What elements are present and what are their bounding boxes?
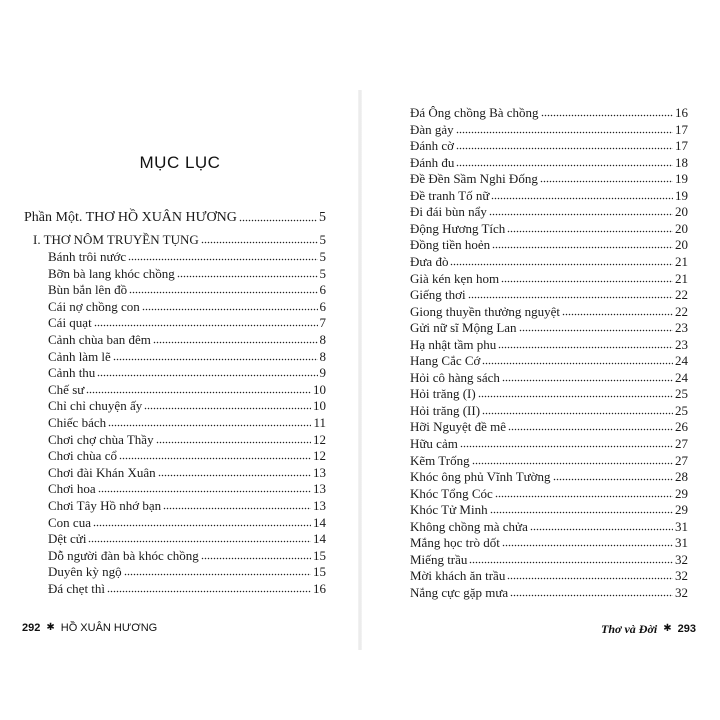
- entry-title: Đi đái bùn nẩy: [410, 204, 487, 219]
- toc-entry: [410, 418, 688, 435]
- dot-leader: [460, 445, 673, 448]
- dot-leader: [97, 374, 317, 377]
- dot-leader: [553, 478, 673, 481]
- entry-title: Đàn gảy: [410, 122, 454, 137]
- entry-title: Động Hương Tích: [410, 221, 506, 236]
- dot-leader: [113, 358, 318, 361]
- toc-entry: [410, 468, 688, 485]
- entry-page-number: 11: [313, 415, 326, 430]
- dot-leader: [510, 594, 673, 597]
- entry-title: Hỏi trăng (I): [410, 386, 476, 401]
- entry-page-number: 5: [319, 249, 326, 264]
- entry-page-number: 29: [675, 502, 688, 517]
- toc-entry: [410, 137, 688, 154]
- toc-entry: [410, 220, 688, 237]
- entry-page-number: 8: [319, 349, 326, 364]
- entry-page-number: 28: [675, 469, 688, 484]
- toc-entry: [410, 518, 688, 535]
- entry-title: Khóc Tổng Cóc: [410, 486, 493, 501]
- toc-entry: [410, 551, 688, 568]
- entry-title: Khóc Tử Minh: [410, 502, 488, 517]
- dot-leader: [201, 241, 318, 244]
- toc-entry: [48, 397, 326, 414]
- dot-leader: [129, 291, 317, 294]
- entry-title: Đồng tiền hoẻn: [410, 237, 491, 252]
- dot-leader: [468, 296, 673, 299]
- entry-title: Không chồng mà chửa: [410, 519, 528, 534]
- entry-title: Dỗ người đàn bà khóc chồng: [48, 548, 199, 563]
- entry-title: Bùn bắn lên đồ: [48, 282, 128, 297]
- entry-page-number: 20: [675, 237, 688, 252]
- entry-page-number: 14: [313, 531, 326, 546]
- toc-entry: [410, 435, 688, 452]
- toc-entry: [410, 286, 688, 303]
- dot-leader: [450, 263, 673, 266]
- entry-title: Chiếc bách: [48, 415, 107, 430]
- entry-title: Hỏi cô hàng sách: [410, 370, 500, 385]
- entry-page-number: 13: [313, 465, 326, 480]
- entry-title: Dệt cửi: [48, 531, 87, 546]
- page-title: MỤC LỤC: [139, 153, 221, 172]
- toc-entry: [410, 187, 688, 204]
- entry-title: Chơi hoa: [48, 481, 96, 496]
- entry-title: Hữu cảm: [410, 436, 458, 451]
- dot-leader: [491, 197, 673, 200]
- entry-page-number: 12: [313, 448, 326, 463]
- dot-leader: [498, 346, 673, 349]
- entry-title: Đưa đò: [410, 254, 449, 269]
- toc-entry: [48, 381, 326, 398]
- entry-title: Chơi Tây Hồ nhớ bạn: [48, 498, 162, 513]
- entry-title: Đá Ông chồng Bà chồng: [410, 105, 539, 120]
- part-label: Phần Một. THƠ HỒ XUÂN HƯƠNG: [24, 210, 237, 225]
- toc-entry: [48, 514, 326, 531]
- toc-entry: [410, 385, 688, 402]
- entry-page-number: 21: [675, 271, 688, 286]
- toc-entry: [48, 331, 326, 348]
- entry-page-number: 24: [675, 353, 688, 368]
- entry-page-number: 25: [675, 386, 688, 401]
- entry-title: Đề tranh Tố nữ: [410, 188, 490, 203]
- dot-leader: [478, 395, 673, 398]
- page-number: 293: [677, 623, 696, 635]
- toc-entry: [48, 348, 326, 365]
- entry-title: Giếng thơi: [410, 287, 466, 302]
- entry-title: Đề Đền Sầm Nghi Đống: [410, 171, 538, 186]
- entry-title: Bỡn bà lang khóc chồng: [48, 266, 175, 281]
- dot-leader: [88, 540, 311, 543]
- toc-entry: [48, 464, 326, 481]
- entry-page-number: 27: [675, 436, 688, 451]
- entry-title: Chỉ chỉ chuyện ấy: [48, 398, 143, 413]
- dot-leader: [495, 495, 673, 498]
- toc-entry: [410, 203, 688, 220]
- dot-leader: [501, 280, 673, 283]
- entry-page-number: 26: [675, 419, 688, 434]
- entry-page-number: 23: [675, 337, 688, 352]
- dot-leader: [124, 573, 311, 576]
- toc-entry: [410, 485, 688, 502]
- toc-entry: [410, 336, 688, 353]
- toc-entry: [48, 547, 326, 564]
- entry-page-number: 18: [675, 155, 688, 170]
- entry-page-number: 6: [319, 282, 326, 297]
- entry-page-number: 9: [319, 365, 326, 380]
- entry-title: Khóc ông phủ Vĩnh Tường: [410, 469, 551, 484]
- running-title: HỒ XUÂN HƯƠNG: [60, 622, 158, 634]
- dot-leader: [177, 275, 318, 278]
- part-page-number: 5: [319, 210, 326, 225]
- toc-entry: [48, 414, 326, 431]
- entry-page-number: 31: [675, 519, 688, 534]
- dot-leader: [519, 329, 673, 332]
- entry-title: Mời khách ăn trầu: [410, 568, 506, 583]
- entry-page-number: 13: [313, 498, 326, 513]
- entry-title: Miếng trầu: [410, 552, 468, 567]
- star-icon: ✱: [663, 623, 672, 634]
- toc-entry: [410, 352, 688, 369]
- dot-leader: [469, 561, 673, 564]
- entry-title: Kẽm Trống: [410, 453, 470, 468]
- toc-entry: [410, 121, 688, 138]
- entry-title: Hang Cắc Cớ: [410, 353, 481, 368]
- entry-page-number: 16: [675, 105, 688, 120]
- entry-page-number: 23: [675, 320, 688, 335]
- toc-entry: [48, 281, 326, 298]
- dot-leader: [119, 457, 311, 460]
- entry-page-number: 10: [313, 398, 326, 413]
- toc-entry: [410, 319, 688, 336]
- toc-entry: [410, 501, 688, 518]
- dot-leader: [507, 577, 673, 580]
- dot-leader: [108, 424, 311, 427]
- series-title: Thơ và Đời: [601, 622, 658, 636]
- dot-leader: [153, 341, 318, 344]
- entry-title: Đánh đu: [410, 155, 455, 170]
- entry-title: Gửi nữ sĩ Mộng Lan: [410, 320, 517, 335]
- entry-title: Đá chẹt thì: [48, 581, 106, 596]
- dot-leader: [502, 379, 673, 382]
- dot-leader: [482, 412, 673, 415]
- entry-title: Đánh cờ: [410, 138, 455, 153]
- entry-page-number: 10: [313, 382, 326, 397]
- toc-entry: [410, 236, 688, 253]
- page-number: 292: [22, 622, 41, 634]
- dot-leader: [86, 391, 311, 394]
- entry-title: Chế sư: [48, 382, 85, 397]
- toc-entry: [410, 170, 688, 187]
- part-heading: [24, 209, 326, 226]
- section-page-number: 5: [319, 232, 326, 247]
- dot-leader: [489, 213, 673, 216]
- entry-page-number: 24: [675, 370, 688, 385]
- toc-entry: [48, 580, 326, 597]
- entry-page-number: 21: [675, 254, 688, 269]
- footer-left: [22, 620, 157, 636]
- dot-leader: [530, 528, 673, 531]
- entry-title: Chơi chợ chùa Thầy: [48, 432, 154, 447]
- entry-title: Chơi chùa cổ: [48, 448, 117, 463]
- entry-page-number: 32: [675, 585, 688, 600]
- dot-leader: [507, 230, 673, 233]
- toc-entry: [410, 270, 688, 287]
- toc-entry: [48, 314, 326, 331]
- entry-title: Hỏi trăng (II): [410, 403, 481, 418]
- entry-title: Hạ nhật tầm phu: [410, 337, 497, 352]
- dot-leader: [94, 324, 318, 327]
- dot-leader: [490, 511, 673, 514]
- footer-right: [601, 620, 696, 638]
- toc-entry: [410, 402, 688, 419]
- entry-page-number: 8: [319, 332, 326, 347]
- dot-leader: [456, 164, 673, 167]
- entry-page-number: 14: [313, 515, 326, 530]
- toc-entry: [48, 298, 326, 315]
- entry-page-number: 12: [313, 432, 326, 447]
- dot-leader: [144, 407, 311, 410]
- dot-leader: [107, 590, 311, 593]
- entry-page-number: 13: [313, 481, 326, 496]
- dot-leader: [562, 313, 673, 316]
- entry-page-number: 20: [675, 221, 688, 236]
- dot-leader: [540, 180, 673, 183]
- dot-leader: [492, 246, 673, 249]
- entry-title: Cảnh làm lẽ: [48, 349, 111, 364]
- toc-entry: [410, 369, 688, 386]
- dot-leader: [163, 507, 311, 510]
- entry-title: Giong thuyền thưởng nguyệt: [410, 304, 561, 319]
- entry-title: Cảnh thu: [48, 365, 96, 380]
- dot-leader: [156, 441, 311, 444]
- entry-title: Mắng học trò dốt: [410, 535, 500, 550]
- entry-page-number: 31: [675, 535, 688, 550]
- entry-page-number: 6: [319, 299, 326, 314]
- entry-page-number: 22: [675, 304, 688, 319]
- entry-title: Bánh trôi nước: [48, 249, 127, 264]
- dot-leader: [508, 428, 673, 431]
- section-label: I. THƠ NÔM TRUYỀN TỤNG: [33, 232, 199, 247]
- toc-entry: [48, 480, 326, 497]
- dot-leader: [541, 114, 673, 117]
- entry-title: Hỡi Nguyệt đề mê: [410, 419, 507, 434]
- entry-page-number: 7: [319, 315, 326, 330]
- entry-page-number: 32: [675, 552, 688, 567]
- toc-entry: [410, 253, 688, 270]
- toc-entry: [48, 364, 326, 381]
- entry-title: Nắng cực gặp mưa: [410, 585, 509, 600]
- entry-title: Duyên kỳ ngộ: [48, 564, 122, 579]
- dot-leader: [239, 219, 317, 222]
- entry-page-number: 15: [313, 548, 326, 563]
- entry-title: Chơi đài Khán Xuân: [48, 465, 156, 480]
- dot-leader: [472, 462, 673, 465]
- dot-leader: [201, 557, 311, 560]
- entry-page-number: 32: [675, 568, 688, 583]
- toc-entry: [48, 265, 326, 282]
- toc-entry: [48, 248, 326, 265]
- entry-page-number: 15: [313, 564, 326, 579]
- toc-entry: [48, 447, 326, 464]
- entry-page-number: 25: [675, 403, 688, 418]
- entry-page-number: 17: [675, 122, 688, 137]
- dot-leader: [158, 474, 311, 477]
- entry-page-number: 17: [675, 138, 688, 153]
- entry-page-number: 27: [675, 453, 688, 468]
- entry-page-number: 29: [675, 486, 688, 501]
- dot-leader: [502, 544, 673, 547]
- toc-entry: [410, 452, 688, 469]
- entry-page-number: 19: [675, 171, 688, 186]
- entry-title: Con cua: [48, 515, 91, 530]
- star-icon: ✱: [46, 622, 55, 633]
- dot-leader: [98, 490, 311, 493]
- entry-title: Già kén kẹn hom: [410, 271, 500, 286]
- entry-page-number: 5: [319, 266, 326, 281]
- entry-page-number: 19: [675, 188, 688, 203]
- toc-entry: [410, 534, 688, 551]
- entry-title: Cái quạt: [48, 315, 92, 330]
- toc-entry: [410, 303, 688, 320]
- toc-entry: [410, 567, 688, 584]
- dot-leader: [128, 258, 317, 261]
- toc-entry: [48, 563, 326, 580]
- entry-page-number: 22: [675, 287, 688, 302]
- toc-entry: [48, 530, 326, 547]
- toc-entry: [48, 497, 326, 514]
- dot-leader: [93, 524, 311, 527]
- right-page: [360, 0, 720, 720]
- entry-page-number: 20: [675, 204, 688, 219]
- toc-entry: [410, 154, 688, 171]
- entry-title: Cảnh chùa ban đêm: [48, 332, 151, 347]
- entry-title: Cái nợ chồng con: [48, 299, 140, 314]
- toc-entry: [410, 584, 688, 601]
- dot-leader: [456, 147, 673, 150]
- section-heading: [33, 231, 326, 248]
- entry-page-number: 16: [313, 581, 326, 596]
- dot-leader: [456, 131, 673, 134]
- dot-leader: [142, 308, 318, 311]
- toc-entry: [48, 431, 326, 448]
- dot-leader: [482, 362, 673, 365]
- toc-entry: [410, 104, 688, 121]
